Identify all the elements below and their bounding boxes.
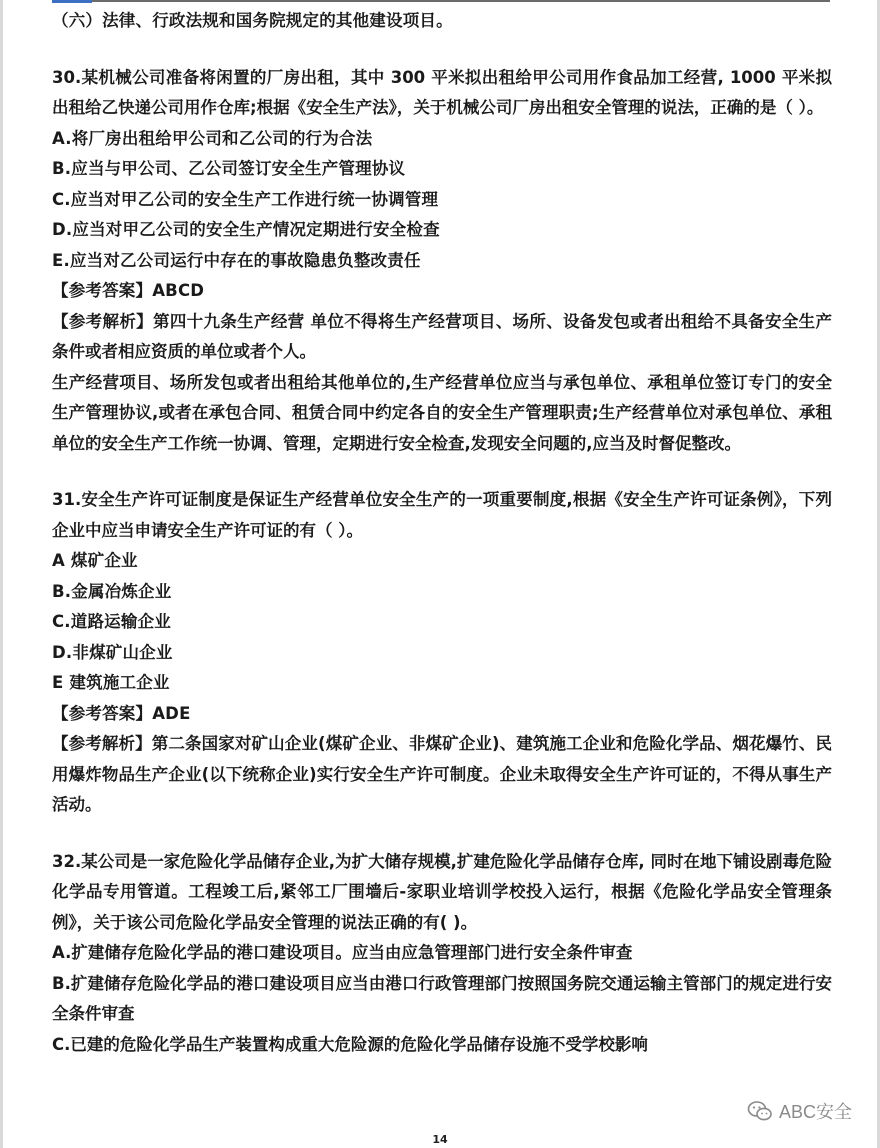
question-31-stem: 31.安全生产许可证制度是保证生产经营单位安全生产的一项重要制度,根据《安全生产许可证条例》，下列企业中应当申请安全生产许可证的有（ ）。 (52, 490, 832, 540)
q30-option-d: D.应当对甲乙公司的安全生产情况定期进行安全检查 (52, 220, 440, 239)
q30-analysis (52, 307, 832, 368)
header-accent (52, 0, 92, 3)
q32-option-a: A.扩建储存危险化学品的港口建设项目。应当由应急管理部门进行安全条件审查 (52, 943, 633, 962)
intro-line: （六）法律、行政法规和国务院规定的其他建设项目。 (52, 11, 453, 30)
header-rule (52, 0, 830, 2)
q31-answer (52, 699, 832, 730)
watermark-text: ABC安全 (778, 1102, 852, 1122)
answer-value: ADE (152, 703, 191, 723)
q31-option-c: C.道路运输企业 (52, 612, 171, 631)
page-number: 14 (432, 1133, 448, 1146)
q32-option-c: C.已建的危险化学品生产装置构成重大危险源的危险化学品储存设施不受学校影响 (52, 1034, 648, 1054)
wechat-icon (747, 1100, 773, 1122)
question-30 (52, 63, 832, 460)
q30-option-c: C.应当对甲乙公司的安全生产工作进行统一协调管理 (52, 189, 439, 209)
document-page (52, 6, 832, 1060)
answer-label: 【参考答案】 (52, 281, 153, 300)
analysis-label: 【参考解析】 (52, 311, 153, 331)
answer-value: ABCD (152, 281, 205, 300)
q30-option-b: B.应当与甲公司、乙公司签订安全生产管理协议 (52, 159, 406, 178)
question-30-stem: 30.某机械公司准备将闲置的厂房出租，其中 300 平米拟出租给甲公司用作食品加工经营, 1000 平米拟出租给乙快递公司用作仓库;根据《安全生产法》，关于机械公司厂房出租安全管理的说法，正确的是（ ）。 (52, 67, 832, 117)
q30-option-e: E.应当对乙公司运行中存在的事故隐患负整改责任 (52, 250, 421, 270)
answer-label: 【参考答案】 (52, 703, 153, 723)
q30-answer (52, 276, 832, 307)
q31-option-e: E 建筑施工企业 (52, 673, 170, 692)
q31-option-a: A 煤矿企业 (52, 551, 138, 570)
page-left-border (0, 0, 3, 1148)
q32-option-b: B.扩建储存危险化学品的港口建设项目应当由港口行政管理部门按照国务院交通运输主管部门的规定进行安全条件审查 (52, 973, 832, 1023)
analysis-text: 第二条国家对矿山企业(煤矿企业、非煤矿企业)、建筑施工企业和危险化学品、烟花爆竹、民用爆炸物品生产企业(以下统称企业)实行安全生产许可制度。企业未取得安全生产许可证的，不得从事生产活动。 (52, 734, 832, 814)
wechat-watermark (747, 1098, 852, 1124)
q30-analysis-cont: 生产经营项目、场所发包或者出租给其他单位的,生产经营单位应当与承包单位、承租单位签订专门的安全生产管理协议,或者在承包合同、租赁合同中约定各自的安全生产管理职责;生产经营单位对承包单位、承租单位的安全生产工作统一协调、管理，定期进行安全检查,发现安全问题的,应当及时督促整改。 (52, 372, 832, 453)
analysis-text: 第四十九条生产经营 单位不得将生产经营项目、场所、设备发包或者出租给不具备安全生产条件或者相应资质的单位或者个人。 (52, 311, 833, 361)
q31-analysis (52, 729, 832, 821)
question-32 (52, 847, 832, 1061)
analysis-label: 【参考解析】 (52, 734, 152, 753)
question-31 (52, 485, 832, 821)
question-32-stem: 32.某公司是一家危险化学品储存企业,为扩大储存规模,扩建危险化学品储存仓库, 同时在地下铺设剧毒危险化学品专用管道。工程竣工后,紧邻工厂围墙后-家职业培训学校投入运行，根据《危险化学品安全管理条例》，关于该公司危险化学品安全管理的说法正确的有( )。 (52, 851, 832, 932)
q31-option-d: D.非煤矿山企业 (52, 642, 173, 662)
q30-option-a: A.将厂房出租给甲公司和乙公司的行为合法 (52, 128, 373, 148)
q31-option-b: B.金属冶炼企业 (52, 581, 172, 601)
